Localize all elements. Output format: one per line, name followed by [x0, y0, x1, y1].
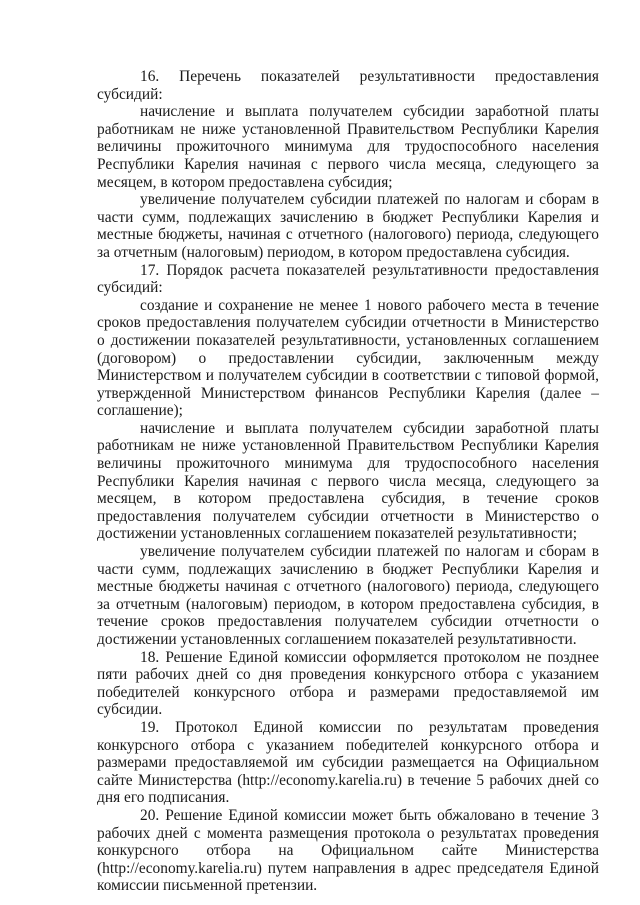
section-16-item-wages: начисление и выплата получателем субсидии заработной платы работникам не ниже установленной Правительством Республики Карелия величины прожиточного минимума для трудоспособного населения Республики Карелия начиная с первого числа месяца, следующего за месяцем, в котором предоставлена субсидия; — [97, 103, 599, 191]
section-20-paragraph: 20. Решение Единой комиссии может быть обжаловано в течение 3 рабочих дней с момента размещения протокола о результатах проведения конкурсного отбора на Официальном сайте Министерства (http://economy.karelia.ru) путем направления в адрес председателя Единой комиссии письменной претензии. — [97, 806, 599, 895]
section-17-item-taxes: увеличение получателем субсидии платежей по налогам и сборам в части сумм, подлежащих зачислению в бюджет Республики Карелия и местные бюджеты начиная с отчетного (налогового) периода, следующего за отчетным (налоговым) периодом, в котором предоставлена субсидия, в течение сроков предоставления получателем субсидии отчетности о достижении установленных соглашением показателей результативности. — [97, 543, 599, 648]
section-16-heading: 16. Перечень показателей результативности предоставления субсидий: — [97, 68, 599, 103]
section-17-item-wages: начисление и выплата получателем субсидии заработной платы работникам не ниже установленной Правительством Республики Карелия величины прожиточного минимума для трудоспособного населения Республики Карелия начиная с первого числа месяца, следующего за месяцем, в котором предоставлена субсидия, в течение сроков предоставления получателем субсидии отчетности в Министерство о достижении установленных соглашением показателей результативности; — [97, 419, 599, 543]
section-17-item-jobs: создание и сохранение не менее 1 нового рабочего места в течение сроков предоставления получателем субсидии отчетности в Министерство о достижении показателей результативности, установленных соглашением (договором) о предоставлении субсидии, заключенным между Министерством и получателем субсидии в соответствии с типовой формой, утвержденной Министерством финансов Республики Карелия (далее – соглашение); — [97, 296, 599, 420]
section-18-paragraph: 18. Решение Единой комиссии оформляется протоколом не позднее пяти рабочих дней со дня проведения конкурсного отбора с указанием победителей конкурсного отбора и размерами предоставляемой им субсидии. — [97, 648, 599, 719]
document-page — [97, 68, 599, 895]
section-19-paragraph: 19. Протокол Единой комиссии по результатам проведения конкурсного отбора с указанием победителей конкурсного отбора и размерами предоставляемой им субсидии размещается на Официальном сайте Министерства (http://economy.karelia.ru) в течение 5 рабочих дней со дня его подписания. — [97, 718, 599, 807]
section-17-heading: 17. Порядок расчета показателей результативности предоставления субсидий: — [97, 261, 599, 297]
section-16-item-taxes: увеличение получателем субсидии платежей по налогам и сборам в части сумм, подлежащих зачислению в бюджет Республики Карелия и местные бюджеты, начиная с отчетного (налогового) периода, следующего за отчетным (налоговым) периодом, в котором предоставлена субсидия. — [97, 191, 599, 261]
